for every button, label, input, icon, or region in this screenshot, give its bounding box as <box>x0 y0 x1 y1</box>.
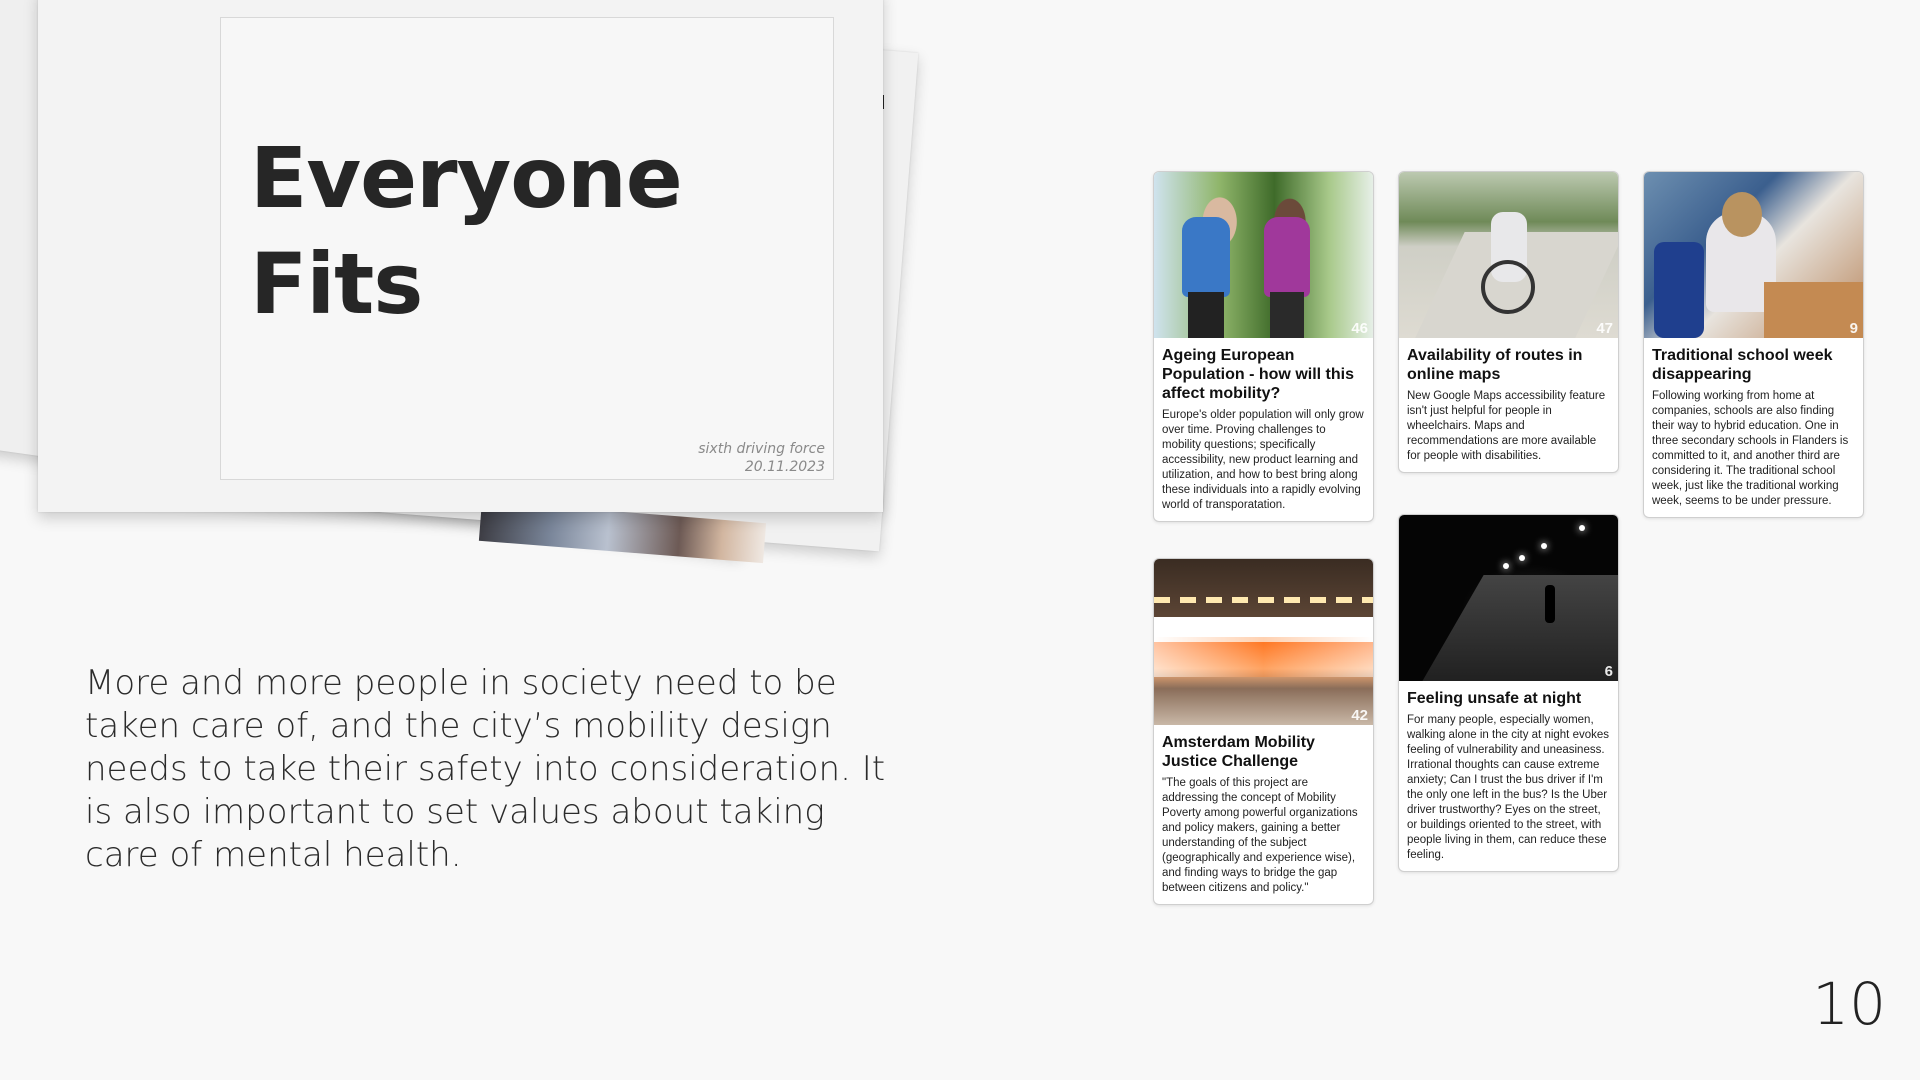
article-number: 6 <box>1604 663 1613 680</box>
article-number: 42 <box>1351 707 1368 724</box>
article-card-ageing[interactable] <box>1153 171 1374 522</box>
article-description: Following working from home at companies, schools are also finding their way to hybrid education. One in three secondary schools in Flanders is committed to it, and another third are considering it. The traditional school week, just like the traditional working week, seems to be under pressure. <box>1652 390 1849 507</box>
article-card-school[interactable] <box>1643 171 1864 518</box>
article-title: Ageing European Population - how will this affect mobility? <box>1162 347 1354 402</box>
article-title: Amsterdam Mobility Justice Challenge <box>1162 734 1315 770</box>
article-description: Europe's older population will only grow over time. Proving challenges to mobility questions; specifically accessibility, new product learning and utilization, and how to best bring along these individuals into a rapidly evolving world of transporatation. <box>1162 409 1364 511</box>
slide-meta-date: 20.11.2023 <box>744 459 825 475</box>
article-description: New Google Maps accessibility feature isn't just helpful for people in wheelchairs. Maps and recommendations are more available for people with disabilities. <box>1407 390 1606 462</box>
article-image-night <box>1399 515 1618 681</box>
article-title: Feeling unsafe at night <box>1407 690 1582 707</box>
article-card-night[interactable] <box>1398 514 1619 872</box>
article-image-school <box>1644 172 1863 338</box>
slide-preview-meta <box>698 440 825 476</box>
article-title: Availability of routes in online maps <box>1407 347 1583 383</box>
article-description: For many people, especially women, walking alone in the city at night evokes feeling of vulnerability and uneasiness. Irrational thoughts can cause extreme anxiety; Can I trust the bus driver if I'm the only one left in the bus? Is the Uber driver trustworthy? Eyes on the street, or buildings oriented to the street, with people living in them, can reduce these feeling. <box>1407 714 1610 861</box>
article-image-amsterdam <box>1154 559 1373 725</box>
article-title: Traditional school week disappearing <box>1652 347 1833 383</box>
body-paragraph: More and more people in society need to be taken care of, and the city’s mobility design needs to take their safety into consideration. It is also important to set values about taking care of mental health. <box>85 663 886 875</box>
page-number: 10 <box>1812 970 1886 1038</box>
article-description: "The goals of this project are addressing the concept of Mobility Poverty among powerful organizations and policy makers, gaining a better understanding of the subject (geographically and experience wise), and finding ways to bridge the gap between citizens and policy." <box>1162 777 1358 894</box>
article-number: 47 <box>1596 320 1613 337</box>
slide-title-line-2: Fits <box>250 235 423 333</box>
slide-meta-subtitle: sixth driving force <box>698 441 825 457</box>
article-card-amsterdam[interactable] <box>1153 558 1374 905</box>
article-number: 46 <box>1351 320 1368 337</box>
article-image-maps <box>1399 172 1618 338</box>
slide-title-line-1: Everyone <box>250 129 682 227</box>
slide-preview-title <box>250 125 810 337</box>
article-number: 9 <box>1849 320 1858 337</box>
article-card-maps[interactable] <box>1398 171 1619 473</box>
article-image-ageing <box>1154 172 1373 338</box>
